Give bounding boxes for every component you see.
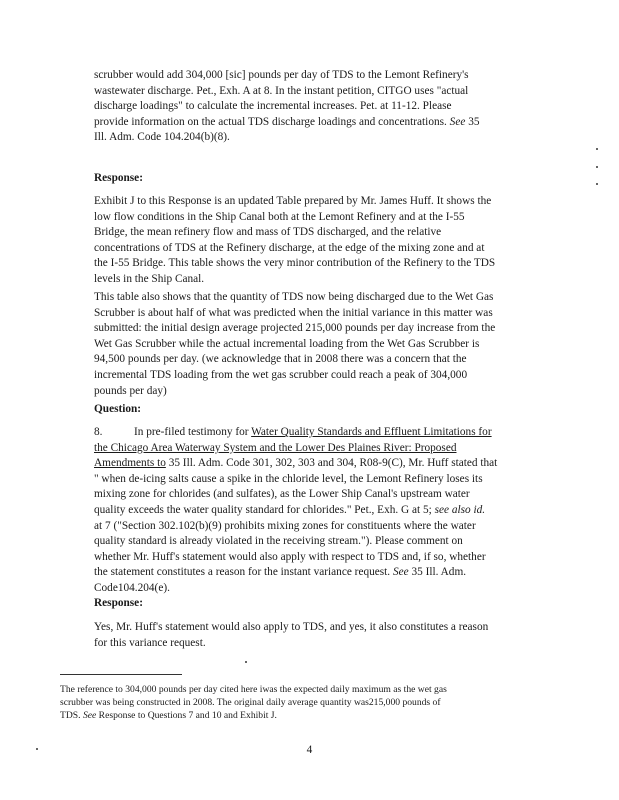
footnote-divider: [60, 674, 182, 675]
text-line: the I-55 Bridge. This table shows the very minor contribution of the Refinery to the TDS: [94, 257, 496, 270]
response-heading: Response:: [94, 172, 143, 184]
text-line: In pre-filed testimony for: [134, 426, 249, 438]
scan-speck: [245, 661, 247, 663]
page-number: 4: [306, 744, 313, 756]
text-line: " when de-icing salts cause a spike in the chloride level, the Lemont Refinery loses its: [94, 472, 483, 485]
text-line: scrubber was being constructed in 2008. The original daily average quantity was215,000 pounds of: [60, 697, 441, 708]
text-line: scrubber would add 304,000 [sic] pounds per day of TDS to the Lemont Refinery's: [94, 69, 469, 81]
text-line: 94,500 pounds per day. (we acknowledge that in 2008 there was a concern that the: [94, 353, 467, 366]
text-line: concentrations of TDS at the Refinery discharge, at the edge of the mixing zone and at: [94, 241, 485, 254]
text-line: the statement constitutes a reason for the instant variance request.: [94, 566, 391, 579]
text-line: at 7 ("Section 302.102(b)(9) prohibits mixing zones for constituents where the water: [94, 519, 476, 532]
text-line: for this variance request.: [94, 636, 206, 649]
text-line: Wet Gas Scrubber while the actual incremental loading from the Wet Gas Scrubber is: [94, 337, 480, 350]
text-line: 35 Ill. Adm.: [411, 566, 467, 579]
text-line: provide information on the actual TDS discharge loadings and concentrations.: [94, 115, 447, 128]
citation-signal: See: [392, 566, 409, 579]
text-line: levels in the Ship Canal.: [94, 272, 205, 285]
scan-speck: [596, 166, 598, 168]
question-number: 8.: [94, 426, 103, 438]
text-line: incremental TDS loading from the wet gas scrubber could reach a peak of 304,000: [94, 368, 468, 381]
underlined-title: Water Quality Standards and Effluent Limitations for: [251, 426, 492, 438]
response-paragraph: [94, 290, 526, 399]
question-heading: Question:: [94, 403, 142, 415]
text-line: pounds per day): [94, 384, 167, 397]
text-line: This table also shows that the quantity of TDS now being discharged due to the Wet Gas: [94, 291, 494, 303]
scan-speck: [36, 748, 38, 750]
underlined-title: the Chicago Area Waterway System and the Lower Des Plaines River: Proposed: [94, 441, 457, 454]
text-line: discharge loadings" to calculate the incremental increases. Pet. at 11-12. Please: [94, 100, 452, 113]
underlined-title: Amendments to: [94, 457, 166, 470]
text-line: 35 Ill. Adm. Code 301, 302, 303 and 304, R08-9(C), Mr. Huff stated that: [168, 457, 498, 470]
question-paragraph: [94, 425, 526, 597]
text-line: Yes, Mr. Huff's statement would also apply to TDS, and yes, it also constitutes a reason: [94, 621, 489, 633]
text-line: TDS.: [60, 710, 81, 721]
citation-signal: see also id.: [434, 503, 486, 516]
text-line: mixing zone for chlorides (and sulfates), as the Lower Ship Canal's upstream water: [94, 488, 470, 501]
text-line: The reference to 304,000 pounds per day cited here iwas the expected daily maximum as the wet gas: [60, 684, 447, 695]
scan-speck: [596, 148, 598, 150]
citation-signal: See: [82, 710, 97, 721]
response-heading: Response:: [94, 597, 143, 609]
text-line: whether Mr. Huff's statement would also apply with respect to TDS and, if so, whether: [94, 550, 486, 563]
text-line: Scrubber is about half of what was predicted when the initial variance in this matter was: [94, 306, 493, 319]
citation-signal: See: [449, 115, 466, 128]
text-line: Code104.204(e).: [94, 581, 170, 594]
text-line: wastewater discharge. Pet., Exh. A at 8. In the instant petition, CITGO uses "actual: [94, 84, 469, 97]
response-paragraph: [94, 620, 526, 651]
text-line: low flow conditions in the Ship Canal both at the Lemont Refinery and at the I-55: [94, 210, 465, 223]
footnote: [60, 683, 530, 722]
text-line: 35: [468, 115, 480, 128]
question-continuation: [94, 68, 526, 146]
text-line: submitted: the initial design average projected 215,000 pounds per day increase from the: [94, 322, 496, 335]
text-line: Exhibit J to this Response is an updated Table prepared by Mr. James Huff. It shows the: [94, 195, 492, 207]
scan-speck: [596, 183, 598, 185]
text-line: Bridge, the mean refinery flow and mass of TDS discharged, and the relative: [94, 226, 442, 239]
text-line: quality standard is already violated in the receiving stream."). Please comment on: [94, 535, 463, 548]
text-line: Response to Questions 7 and 10 and Exhibit J.: [98, 710, 277, 721]
text-line: Ill. Adm. Code 104.204(b)(8).: [94, 131, 230, 144]
text-line: quality exceeds the water quality standard for chlorides." Pet., Exh. G at 5;: [94, 503, 432, 516]
response-paragraph: [94, 194, 526, 288]
